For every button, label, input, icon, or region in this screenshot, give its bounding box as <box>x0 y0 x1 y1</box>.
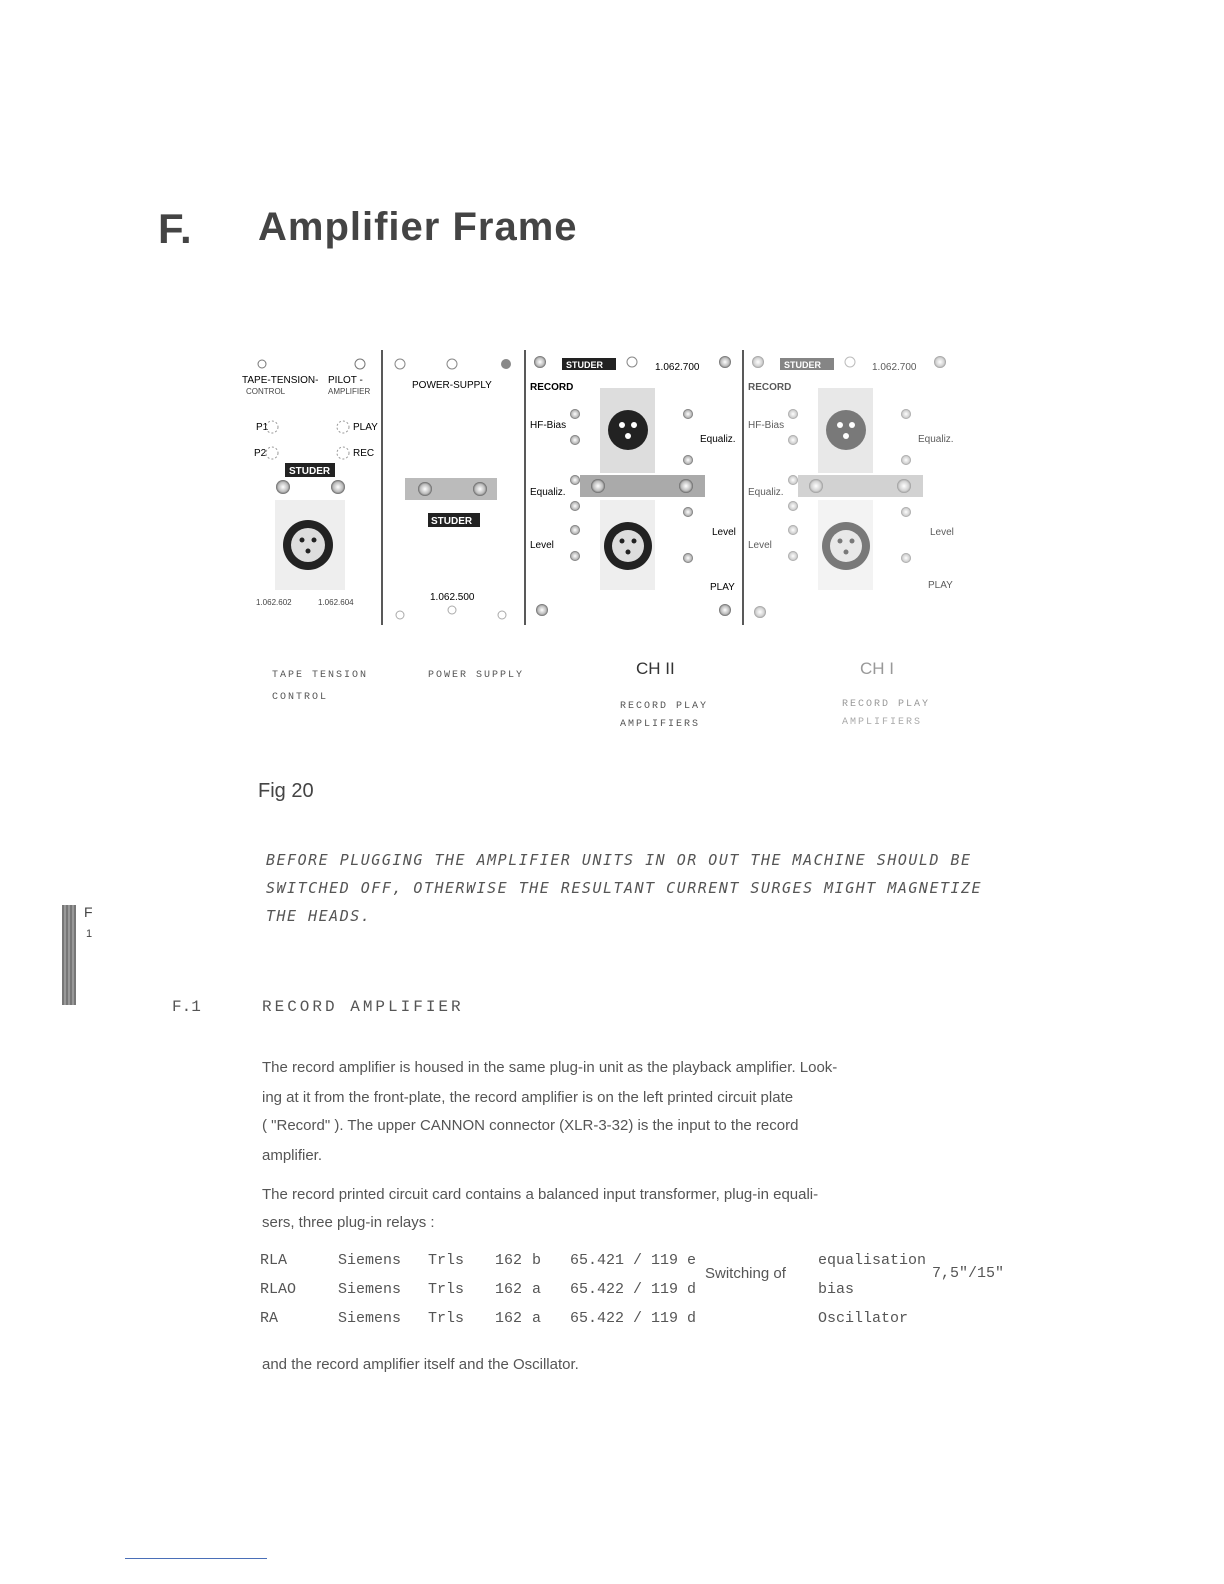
svg-text:P2: P2 <box>254 448 267 459</box>
svg-text:STUDER: STUDER <box>431 516 473 527</box>
svg-text:POWER-SUPPLY: POWER-SUPPLY <box>412 380 492 391</box>
svg-text:PLAY: PLAY <box>928 580 953 591</box>
paragraph-1-line-1: The record amplifier is housed in the same plug-in unit as the playback amplifier. Look- <box>262 1059 838 1076</box>
svg-text:Level: Level <box>712 527 736 538</box>
page-title: Amplifier Frame <box>258 205 578 249</box>
svg-text:Equaliz.: Equaliz. <box>748 487 784 498</box>
section-title: RECORD AMPLIFIER <box>262 998 464 1016</box>
svg-text:HF-Bias: HF-Bias <box>530 420 567 431</box>
caption-tape-tension-2: CONTROL <box>272 692 329 703</box>
caption-rp-ch1: RECORD PLAY <box>842 699 931 710</box>
warning-line-1: BEFORE PLUGGING THE AMPLIFIER UNITS IN OR OUT THE MACHINE SHOULD BE <box>266 851 972 869</box>
caption-rp-ch2: RECORD PLAY <box>620 701 709 712</box>
svg-text:1.062.500: 1.062.500 <box>430 592 475 603</box>
section-letter: F. <box>158 205 193 252</box>
warning-line-2: SWITCHED OFF, OTHERWISE THE RESULTANT CURRENT SURGES MIGHT MAGNETIZE <box>266 879 983 897</box>
svg-text:1.062.604: 1.062.604 <box>318 598 354 607</box>
footer-rule <box>125 1558 267 1559</box>
tape-tension-panel <box>242 359 378 607</box>
svg-text:CONTROL: CONTROL <box>246 387 286 396</box>
svg-text:HF-Bias: HF-Bias <box>748 420 785 431</box>
svg-text:Equaliz.: Equaliz. <box>700 434 736 445</box>
caption-rp-ch2-2: AMPLIFIERS <box>620 719 701 730</box>
svg-text:Level: Level <box>930 527 954 538</box>
svg-text:1.062.602: 1.062.602 <box>256 598 292 607</box>
caption-ch1: CH I <box>860 659 894 678</box>
record-play-panel-ch1 <box>748 356 954 618</box>
svg-text:Level: Level <box>748 540 772 551</box>
closing-line: and the record amplifier itself and the Oscillator. <box>262 1356 579 1373</box>
section-number: F.1 <box>172 998 201 1016</box>
caption-rp-ch1-2: AMPLIFIERS <box>842 717 923 728</box>
svg-text:STUDER: STUDER <box>784 360 822 370</box>
svg-text:STUDER: STUDER <box>566 360 604 370</box>
svg-text:1.062.700: 1.062.700 <box>655 362 700 373</box>
svg-text:RECORD: RECORD <box>748 382 792 393</box>
svg-text:PILOT -: PILOT - <box>328 375 363 386</box>
svg-text:PLAY: PLAY <box>353 422 378 433</box>
caption-ch2: CH II <box>636 659 675 678</box>
caption-power-supply: POWER SUPPLY <box>428 670 525 681</box>
svg-text:Equaliz.: Equaliz. <box>530 487 566 498</box>
warning-line-3: THE HEADS. <box>266 907 372 925</box>
svg-text:1.062.700: 1.062.700 <box>872 362 917 373</box>
paragraph-1-line-4: amplifier. <box>262 1147 323 1164</box>
amplifier-frame-figure <box>240 350 960 630</box>
sidebar-tab-marker <box>62 905 76 1005</box>
svg-text:Level: Level <box>530 540 554 551</box>
figure-label: Fig 20 <box>258 780 314 802</box>
paragraph-2-line-1: The record printed circuit card contains a balanced input transformer, plug-in equali- <box>262 1186 819 1203</box>
svg-text:P1: P1 <box>256 422 269 433</box>
paragraph-2-line-2: sers, three plug-in relays : <box>262 1214 435 1231</box>
sidebar-number: 1 <box>86 928 93 940</box>
svg-text:STUDER: STUDER <box>289 466 331 477</box>
switching-of-label: Switching of <box>705 1265 786 1282</box>
svg-text:PLAY: PLAY <box>710 582 735 593</box>
svg-text:REC: REC <box>353 448 375 459</box>
svg-text:TAPE-TENSION-: TAPE-TENSION- <box>242 375 319 386</box>
paragraph-1-line-2: ing at it from the front-plate, the record amplifier is on the left printed circuit plate <box>262 1089 794 1106</box>
speeds-label: 7,5"/15" <box>932 1265 1005 1282</box>
svg-text:AMPLIFIER: AMPLIFIER <box>328 387 371 396</box>
caption-tape-tension: TAPE TENSION <box>272 670 369 681</box>
sidebar-letter: F <box>84 904 93 920</box>
svg-text:RECORD: RECORD <box>530 382 574 393</box>
svg-text:Equaliz.: Equaliz. <box>918 434 954 445</box>
power-supply-panel <box>395 359 511 619</box>
record-play-panel-ch2 <box>530 356 736 616</box>
paragraph-1-line-3: ( "Record" ). The upper CANNON connector (XLR-3-32) is the input to the record <box>262 1117 799 1134</box>
